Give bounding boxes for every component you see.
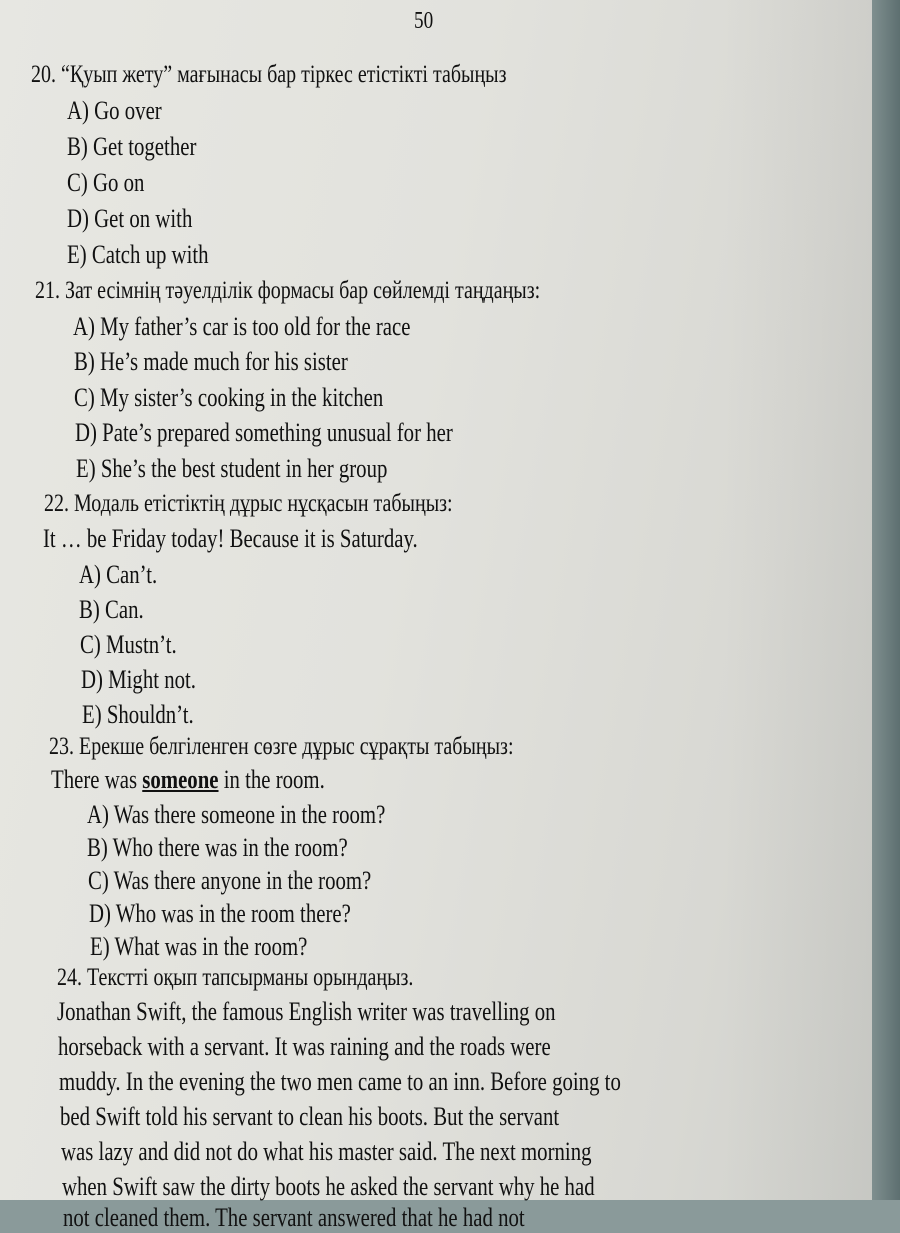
question-22-option-b: B) Can. <box>79 595 144 624</box>
question-20-option-e: E) Catch up with <box>67 240 209 269</box>
question-22-option-c: C) Mustn’t. <box>80 630 177 659</box>
question-21-option-c: C) My sister’s cooking in the kitchen <box>74 383 384 412</box>
question-21-title: 21. Зат есімнің тәуелділік формасы бар сөйлемді таңдаңыз: <box>35 277 541 304</box>
reading-text-line: horseback with a servant. It was raining and the roads were <box>58 1032 551 1061</box>
question-23-option-c: C) Was there anyone in the room? <box>88 866 372 895</box>
reading-text-line: not cleaned them. The servant answered that he had not <box>63 1203 525 1232</box>
question-22-prompt: It … be Friday today! Because it is Saturday. <box>43 524 418 553</box>
reading-text-line: muddy. In the evening the two men came to an inn. Before going to <box>59 1067 621 1096</box>
question-20-title: 20. “Қуып жету” мағынасы бар тіркес етістікті табыңыз <box>31 61 507 88</box>
question-21-option-a: A) My father’s car is too old for the race <box>73 312 411 341</box>
question-22-option-a: A) Can’t. <box>79 560 158 589</box>
question-22-option-e: E) Shouldn’t. <box>82 700 194 729</box>
question-23-option-d: D) Who was in the room there? <box>89 899 351 928</box>
question-20-option-c: C) Go on <box>67 168 145 197</box>
question-23-title: 23. Ерекше белгіленген сөзге дұрыс сұрақты табыңыз: <box>49 733 514 760</box>
question-20-option-a: A) Go over <box>67 96 162 125</box>
page-number: 50 <box>414 8 434 34</box>
question-22-option-d: D) Might not. <box>81 665 196 694</box>
question-23-prompt <box>51 765 325 795</box>
question-21-option-d: D) Pate’s prepared something unusual for her <box>75 418 453 447</box>
question-24-title: 24. Текстті оқып тапсырманы орындаңыз. <box>57 964 414 991</box>
question-21-option-b: B) He’s made much for his sister <box>74 347 348 376</box>
reading-text-line: Jonathan Swift, the famous English writer was travelling on <box>57 997 556 1026</box>
prompt-text-after: in the room. <box>218 765 325 794</box>
reading-text-line: was lazy and did not do what his master said. The next morning <box>61 1137 592 1166</box>
page-edge-background <box>872 0 900 1200</box>
question-21-option-e: E) She’s the best student in her group <box>76 454 388 483</box>
question-23-option-b: B) Who there was in the room? <box>87 833 348 862</box>
question-20-option-b: B) Get together <box>67 132 197 161</box>
highlighted-word: someone <box>142 765 219 794</box>
prompt-text-before: There was <box>51 765 143 794</box>
reading-text-line: bed Swift told his servant to clean his boots. But the servant <box>60 1102 560 1131</box>
question-20-option-d: D) Get on with <box>67 204 193 233</box>
reading-text-line: when Swift saw the dirty boots he asked the servant why he had <box>62 1172 595 1201</box>
show-through-shadow <box>724 0 874 1200</box>
question-23-option-e: E) What was in the room? <box>90 932 308 961</box>
question-23-option-a: A) Was there someone in the room? <box>87 800 386 829</box>
question-22-title: 22. Модаль етістіктің дұрыс нұсқасын табыңыз: <box>44 490 453 517</box>
